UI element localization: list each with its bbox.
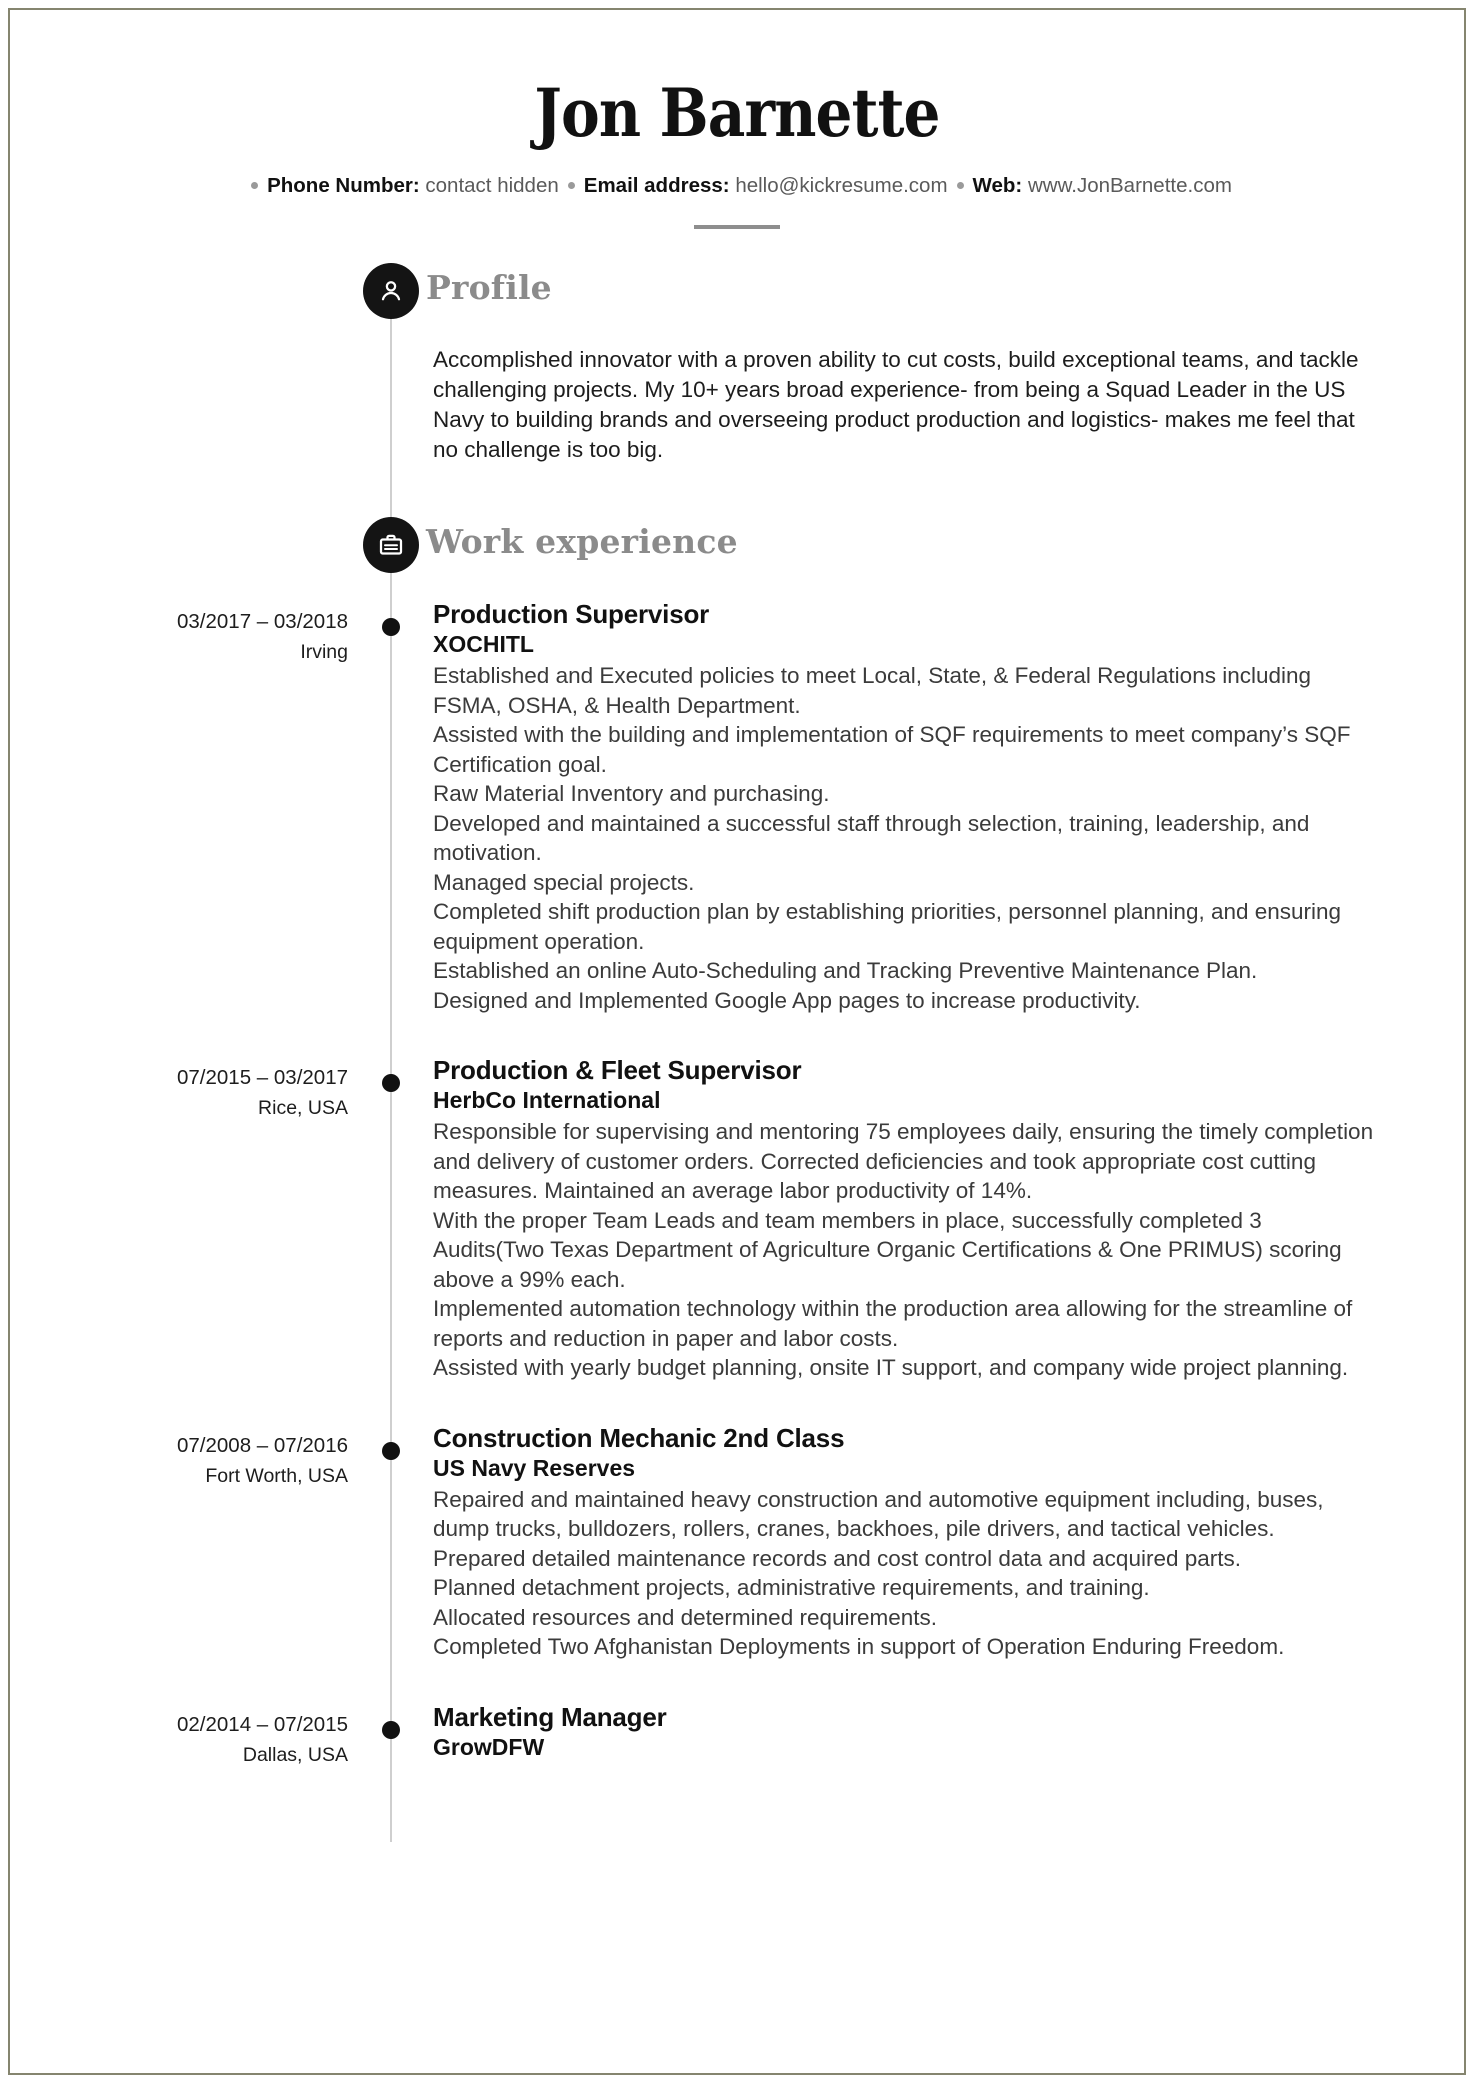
job-company: GrowDFW [433, 1733, 545, 1760]
candidate-name: Jon Barnette [534, 74, 940, 152]
job-location: Irving [300, 641, 348, 663]
contact-separator-dot [251, 182, 258, 189]
job-dates: 07/2008 – 07/2016 Fort Worth, USA [8, 1431, 348, 1491]
briefcase-icon [363, 517, 419, 573]
contact-separator-dot [568, 182, 575, 189]
job-details [433, 1055, 1466, 1383]
work-experience-entry [8, 1701, 1466, 1766]
section-profile [8, 263, 1466, 465]
contact-value[interactable]: contact hidden [425, 174, 559, 197]
contact-label: Phone Number: [267, 174, 420, 197]
job-location: Rice, USA [258, 1097, 348, 1119]
job-description-line: Designed and Implemented Google App pages to increase productivity. [433, 987, 1141, 1013]
job-description-line: Assisted with the building and implementation of SQF requirements to meet company’s SQF Certification goal. [433, 722, 1351, 777]
job-description-line: Completed shift production plan by establishing priorities, personnel planning, and ensuring equipment operation. [433, 899, 1342, 954]
contact-line [8, 174, 1466, 198]
job-details [433, 599, 1466, 1015]
section-work-experience [8, 517, 1466, 1766]
job-description-line: With the proper Team Leads and team members in place, successfully completed 3 Audits(Two Texas Department of Agriculture Organic Certifications & One PRIMUS) scoring above a 99% each. [433, 1207, 1342, 1292]
timeline-dot [382, 1074, 400, 1092]
job-location: Dallas, USA [242, 1743, 348, 1766]
timeline-dot [382, 1721, 400, 1739]
work-experience-entry [8, 599, 1466, 1015]
job-description-line: Allocated resources and determined requirements. [433, 1604, 938, 1630]
job-description-line: Prepared detailed maintenance records and cost control data and acquired parts. [433, 1545, 1242, 1571]
work-experience-entry [8, 1055, 1466, 1383]
job-title: Production Supervisor [433, 599, 710, 629]
job-description [433, 1485, 1376, 1662]
job-title: Marketing Manager [433, 1701, 667, 1732]
section-work-experience-title: Work experience [426, 522, 738, 561]
job-company: HerbCo International [433, 1087, 661, 1113]
header-divider [694, 225, 780, 229]
job-description-line: Established and Executed policies to meet Local, State, & Federal Regulations including FSMA, OSHA, & Health Department. [433, 663, 1312, 718]
job-dates: 03/2017 – 03/2018 Irving [8, 607, 348, 667]
work-experience-entry [8, 1423, 1466, 1662]
job-description-line: Planned detachment projects, administrative requirements, and training. [433, 1575, 1150, 1600]
resume-content [8, 8, 1466, 2075]
job-description-line: Responsible for supervising and mentoring 75 employees daily, ensuring the timely completion and delivery of customer orders. Corrected deficiencies and took appropriate cost cutting measures. Maintained an average labor productivity of 14%. [433, 1119, 1374, 1203]
contact-label: Web: [972, 174, 1023, 197]
job-description-line: Completed Two Afghanistan Deployments in support of Operation Enduring Freedom. [433, 1634, 1285, 1659]
profile-text: Accomplished innovator with a proven ability to cut costs, build exceptional teams, and tackle challenging projects. My 10+ years broad experience- from being a Squad Leader in the US Navy to building brands and overseeing product production and logistics- makes me feel that no challenge is too big. [433, 347, 1359, 462]
contact-separator-dot [957, 182, 964, 189]
section-profile-body [433, 331, 1466, 465]
job-title: Production & Fleet Supervisor [433, 1055, 802, 1085]
job-description [433, 661, 1376, 1015]
contact-value[interactable]: www.JonBarnette.com [1027, 174, 1232, 197]
timeline [8, 263, 1466, 1842]
job-description-line: Managed special projects. [433, 869, 695, 895]
job-dates: 02/2014 – 07/2015 Dallas, USA [8, 1710, 348, 1770]
timeline-dot [382, 618, 400, 636]
job-dates: 07/2015 – 03/2017 Rice, USA [8, 1063, 348, 1123]
job-description-line: Developed and maintained a successful staff through selection, training, leadership, and motivation. [433, 810, 1310, 865]
job-description-line: Established an online Auto-Scheduling and Tracking Preventive Maintenance Plan. [433, 958, 1258, 983]
job-company: US Navy Reserves [433, 1454, 636, 1481]
person-icon [363, 263, 419, 319]
job-details [433, 1702, 1466, 1762]
section-profile-header [8, 263, 1466, 321]
contact-label: Email address: [583, 174, 730, 197]
job-title: Construction Mechanic 2nd Class [433, 1422, 845, 1453]
section-work-experience-header [8, 517, 1466, 575]
contact-value[interactable]: hello@kickresume.com [735, 174, 948, 197]
timeline-dot [382, 1442, 400, 1460]
work-experience-list [8, 599, 1466, 1766]
job-description-line: Assisted with yearly budget planning, onsite IT support, and company wide project planning. [433, 1355, 1349, 1380]
section-profile-title: Profile [426, 268, 552, 307]
job-description-line: Raw Material Inventory and purchasing. [433, 781, 830, 806]
job-details [433, 1423, 1466, 1662]
job-description-line: Implemented automation technology within the production area allowing for the streamline of reports and reduction in paper and labor costs. [433, 1296, 1353, 1351]
job-company: XOCHITL [433, 631, 534, 657]
job-description [433, 1117, 1376, 1383]
job-location: Fort Worth, USA [205, 1464, 348, 1487]
job-description-line: Repaired and maintained heavy construction and automotive equipment including, buses, dump trucks, bulldozers, rollers, cranes, backhoes, pile drivers, and tactical vehicles. [433, 1486, 1324, 1541]
